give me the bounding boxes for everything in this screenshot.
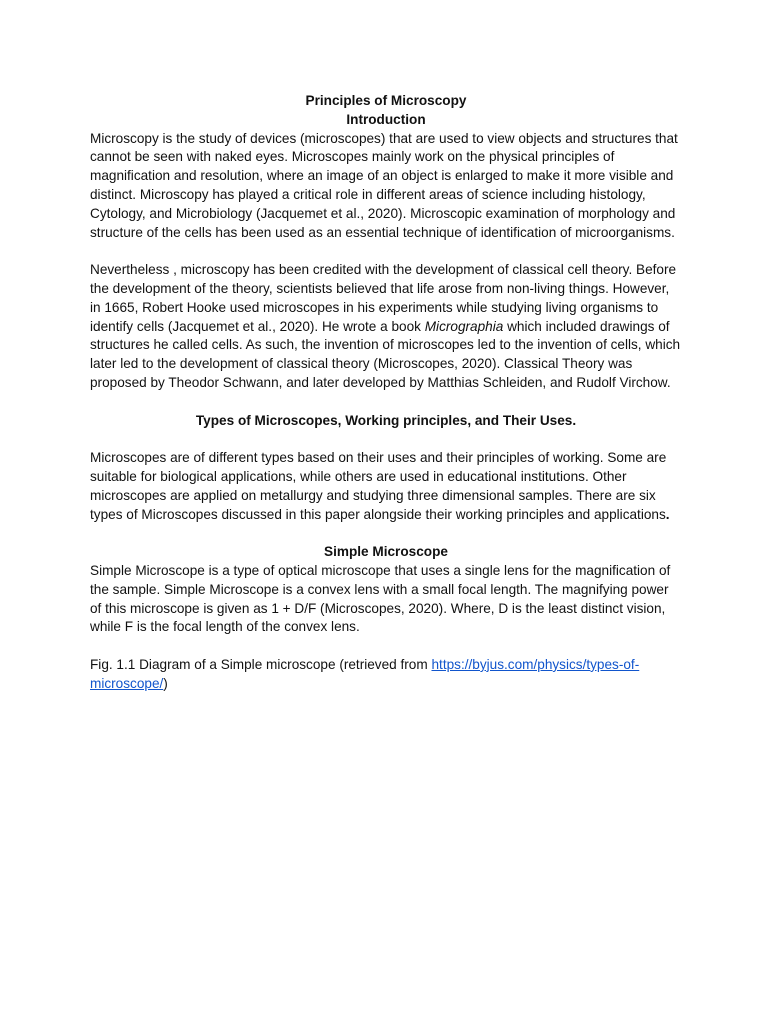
figure-caption-text: Fig. 1.1 Diagram of a Simple microscope (retrieved from [90, 656, 432, 672]
document-page [90, 92, 682, 694]
simple-microscope-heading: Simple Microscope [324, 544, 448, 560]
byjus-link[interactable]: https://byjus.com/physics/types-of-microscope/ [90, 656, 640, 691]
types-text: Microscopes are of different types based on their uses and their principles of working. Some are suitable for biological applications, while others are used in educational institutions. Other microscopes are applied on metallurgy and studying three dimensional samples. There are six types of Microscopes discussed in this paper alongside their working principles and applications [90, 450, 667, 522]
figure-caption [90, 656, 682, 694]
cell-theory-text-2: which included drawings of structures he called cells. As such, the invention of microscopes led to the invention of cells, which later led to the development of classical theory (Microscopes, 2020). Classical Theory was proposed by Theodor Schwann, and later developed by Matthias Schleiden, and Rudolf Virchow. [90, 318, 681, 390]
paragraph-spacer [90, 430, 682, 449]
simple-microscope-paragraph: Simple Microscope is a type of optical microscope that uses a single lens for the magnification of the sample. Simple Microscope is a convex lens with a small focal length. The magnifying power of this microscope is given as 1 + D/F (Microscopes, 2020). Where, D is the least distinct vision, while F is the focal length of the convex lens. [90, 562, 671, 635]
paragraph-spacer [90, 242, 682, 261]
types-text-end: . [665, 506, 670, 522]
types-paragraph [90, 449, 682, 524]
cell-theory-paragraph [90, 261, 682, 393]
document-title: Principles of Microscopy [305, 93, 467, 108]
micrographia-title: Micrographia [424, 318, 504, 334]
paragraph-spacer [90, 637, 682, 656]
figure-caption-end: ) [163, 675, 168, 691]
cell-theory-text-1: Nevertheless , microscopy has been credited with the development of classical cell theory. Before the development of the theory, scientists believed that life arose from non-living things. However, in 1665, Robert Hooke used microscopes in his experiments while studying living organisms to identify cells (Jacquemet et al., 2020). He wrote a book [90, 262, 677, 334]
paragraph-spacer [90, 393, 682, 412]
introduction-heading: Introduction [346, 111, 426, 127]
paragraph-spacer [90, 524, 682, 543]
introduction-paragraph: Microscopy is the study of devices (microscopes) that are used to view objects and structures that cannot be seen with naked eyes. Microscopes mainly work on the physical principles of magnification and resolution, where an image of an object is enlarged to make it more visible and distinct. Microscopy has played a critical role in different areas of science including histology, Cytology, and Microbiology (Jacquemet et al., 2020). Microscopic examination of morphology and structure of the cells has been used as an essential technique of identification of microorganisms. [90, 130, 678, 240]
types-heading: Types of Microscopes, Working principles, and Their Uses. [195, 412, 577, 428]
